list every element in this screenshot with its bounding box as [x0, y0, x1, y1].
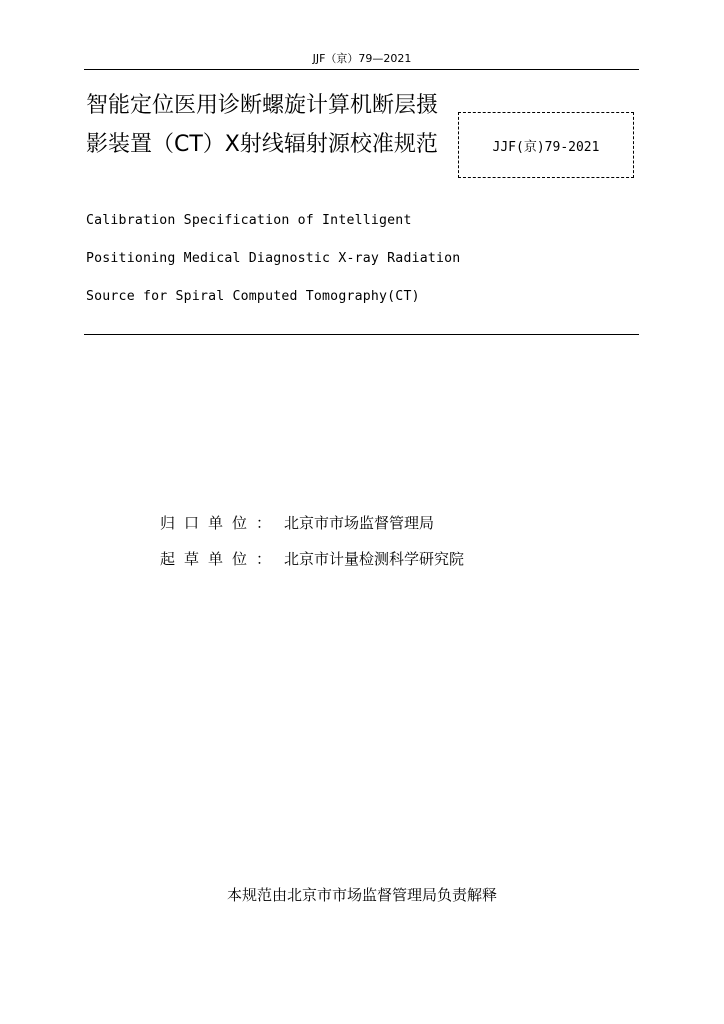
- specification-code: JJF(京)79-2021: [492, 139, 600, 155]
- document-title-cn: 智能定位医用诊断螺旋计算机断层摄影装置（CT）X射线辐射源校准规范: [86, 93, 439, 157]
- title-en-line: Calibration Specification of Intelligent: [86, 213, 412, 228]
- drafting-unit-value: 北京市计量检测科学研究院: [284, 549, 465, 568]
- responsible-unit-value: 北京市市场监督管理局: [284, 513, 435, 532]
- specification-code-box: [458, 112, 634, 178]
- document-title-en: [86, 211, 606, 325]
- title-en-line: Source for Spiral Computed Tomography(CT): [86, 289, 420, 304]
- organization-block: [160, 504, 640, 576]
- running-header: JJF（京）79—2021: [312, 52, 412, 65]
- header-divider: [84, 69, 639, 70]
- title-divider: [84, 334, 639, 335]
- responsible-unit-label: 归口单位：: [160, 513, 281, 532]
- drafting-unit-row: [160, 540, 640, 576]
- title-en-line: Positioning Medical Diagnostic X-ray Radiation: [86, 251, 461, 266]
- interpretation-note: 本规范由北京市市场监督管理局负责解释: [226, 886, 497, 904]
- drafting-unit-label: 起草单位：: [160, 549, 281, 568]
- responsible-unit-row: [160, 504, 640, 540]
